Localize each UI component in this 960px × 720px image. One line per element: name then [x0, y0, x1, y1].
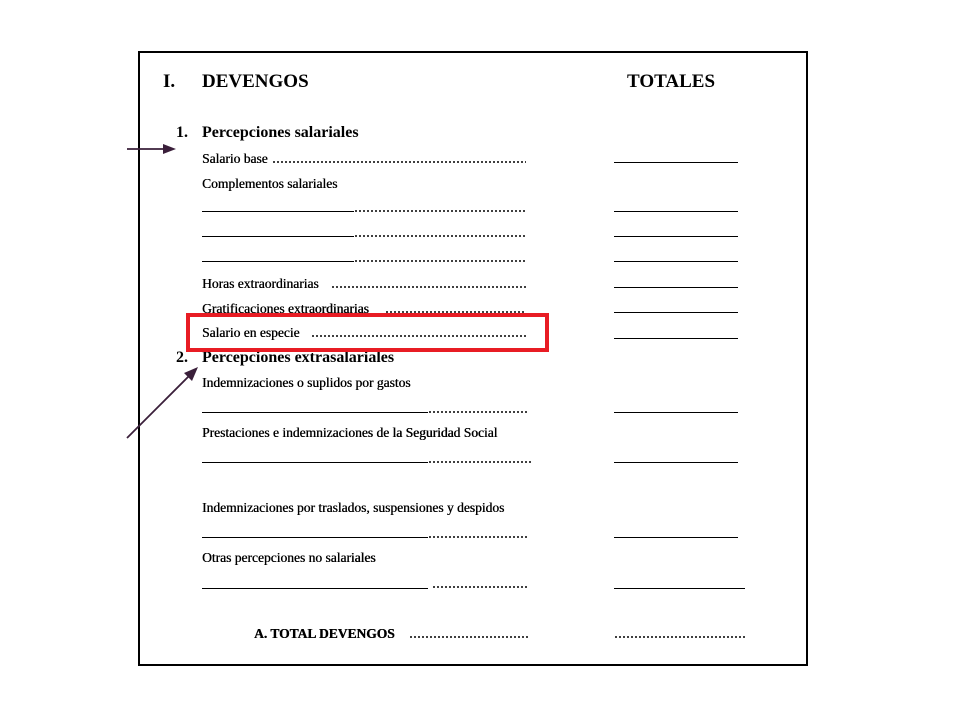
gratificaciones-label: Gratificaciones extraordinarias — [202, 301, 369, 316]
arrow-to-extrasalariales — [127, 367, 198, 438]
especie-label: Salario en especie — [202, 325, 300, 340]
salariales-number: 1. — [176, 124, 188, 141]
extrasalariales-title: Percepciones extrasalariales — [202, 349, 395, 366]
arrow-to-salario-base — [127, 144, 176, 154]
section-number: I. — [163, 71, 176, 92]
otras-label: Otras percepciones no salariales — [202, 550, 376, 565]
horas-label: Horas extraordinarias — [202, 276, 319, 291]
prestaciones-label: Prestaciones e indemnizaciones de la Seguridad Social — [202, 425, 498, 440]
salariales-title: Percepciones salariales — [202, 124, 359, 141]
extrasalariales-number: 2. — [176, 349, 188, 366]
totals-header: TOTALES — [627, 71, 716, 92]
traslados-label: Indemnizaciones por traslados, suspensiones y despidos — [202, 500, 505, 515]
section-title: DEVENGOS — [202, 71, 309, 92]
salario-base-label: Salario base — [202, 151, 268, 166]
indemnizaciones-gastos-label: Indemnizaciones o suplidos por gastos — [202, 375, 411, 390]
complementos-label: Complementos salariales — [202, 176, 338, 191]
total-devengos-label: A. TOTAL DEVENGOS — [254, 626, 395, 641]
